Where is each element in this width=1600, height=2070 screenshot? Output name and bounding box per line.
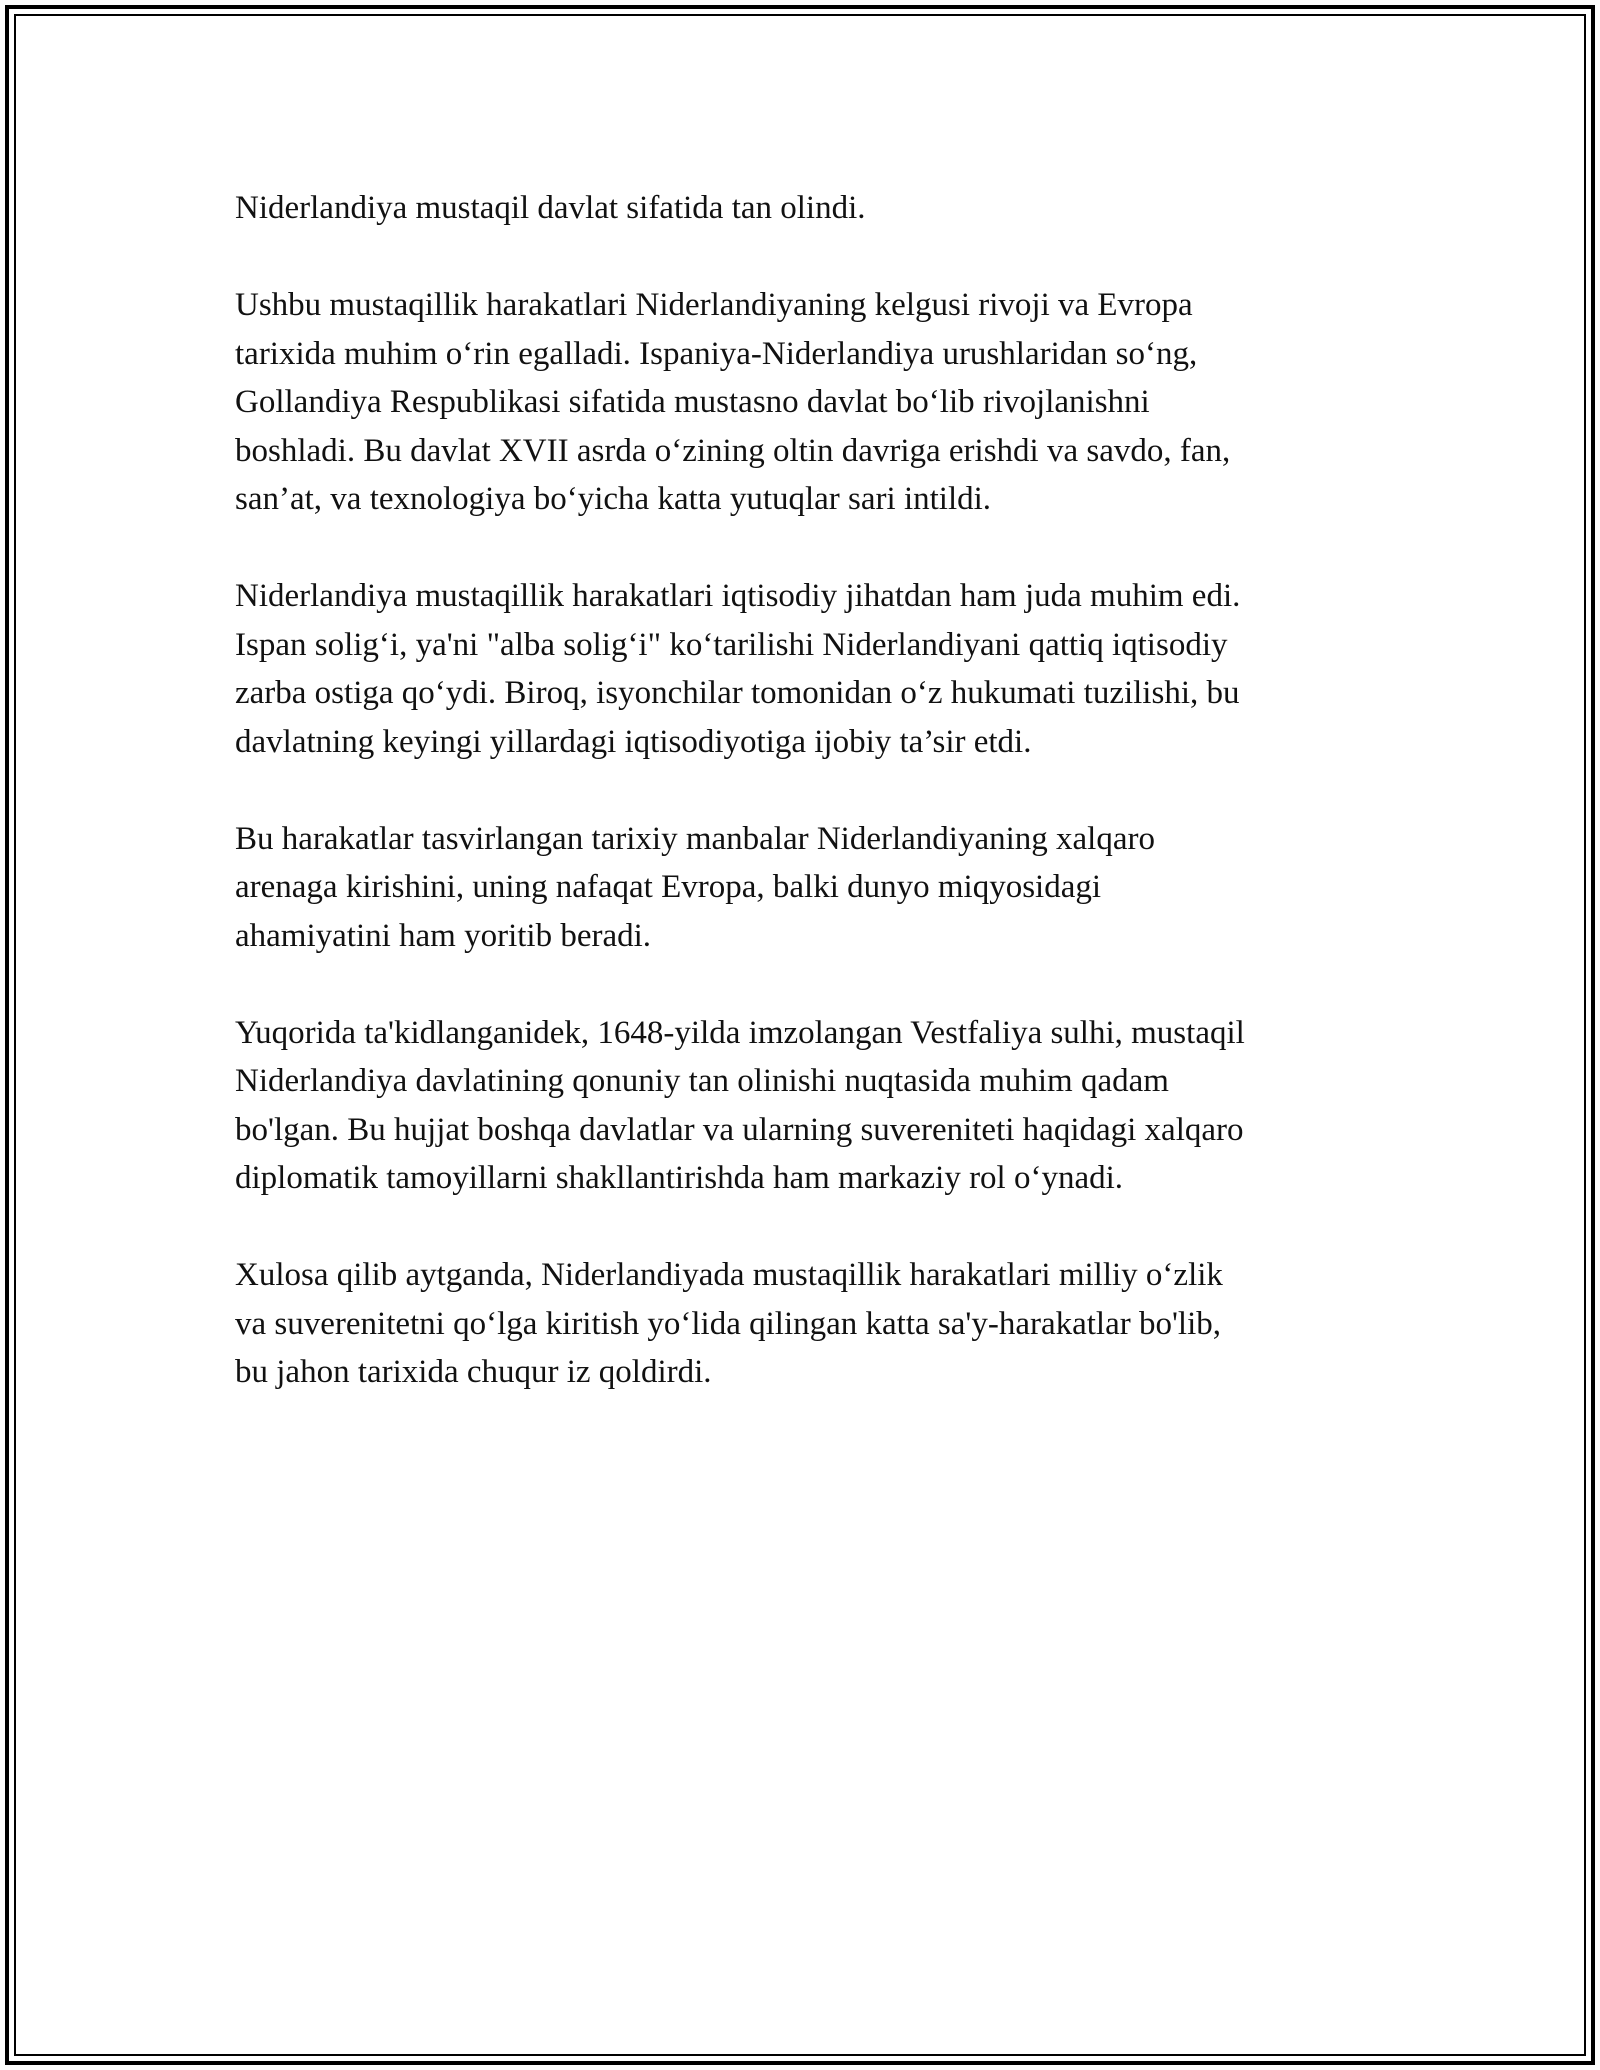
paragraph-line: Ushbu mustaqillik harakatlari Niderlandiyaning kelgusi rivoji va Evropa: [235, 287, 1193, 323]
paragraph-line: bu jahon tarixida chuqur iz qoldirdi.: [235, 1354, 712, 1390]
paragraph-line: Ispan solig‘i, ya'ni "alba solig‘i" ko‘tarilishi Niderlandiyani qattiq iqtisodiy: [235, 626, 1228, 663]
paragraph-line: Gollandiya Respublikasi sifatida mustasno davlat bo‘lib rivojlanishni: [235, 384, 1150, 420]
paragraph-line: Yuqorida ta'kidlanganidek, 1648-yilda imzolangan Vestfaliya sulhi, mustaqil: [235, 1014, 1245, 1051]
paragraph-3: [235, 572, 1375, 766]
paragraph-2: [235, 281, 1375, 524]
paragraph-1: [235, 184, 1375, 233]
paragraph-line: Bu harakatlar tasvirlangan tarixiy manbalar Niderlandiyaning xalqaro: [235, 820, 1155, 857]
paragraph-line: Niderlandiya davlatining qonuniy tan olinishi nuqtasida muhim qadam: [235, 1063, 1169, 1099]
paragraph-line: bo'lgan. Bu hujjat boshqa davlatlar va ularning suvereniteti haqidagi xalqaro: [235, 1111, 1244, 1148]
paragraph-4: [235, 815, 1375, 961]
paragraph-line: ahamiyatini ham yoritib beradi.: [235, 917, 652, 954]
paragraph-line: Xulosa qilib aytganda, Niderlandiyada mustaqillik harakatlari milliy o‘zlik: [235, 1257, 1223, 1293]
paragraph-line: boshladi. Bu davlat XVII asrda o‘zining oltin davriga erishdi va savdo, fan,: [235, 432, 1231, 469]
paragraph-line: arenaga kirishini, uning nafaqat Evropa, balki dunyo miqyosidagi: [235, 869, 1102, 905]
paragraph-line: san’at, va texnologiya bo‘yicha katta yutuqlar sari intildi.: [235, 481, 992, 517]
paragraph-line: Niderlandiya mustaqillik harakatlari iqtisodiy jihatdan ham juda muhim edi.: [235, 578, 1241, 614]
paragraph-line: Niderlandiya mustaqil davlat sifatida tan olindi.: [235, 190, 866, 226]
paragraph-6: [235, 1251, 1375, 1397]
paragraph-line: va suverenitetni qo‘lga kiritish yo‘lida qilingan katta sa'y-harakatlar bo'lib,: [235, 1305, 1222, 1342]
paragraph-line: zarba ostiga qo‘ydi. Biroq, isyonchilar tomonidan o‘z hukumati tuzilishi, bu: [235, 675, 1240, 711]
document-body: [235, 184, 1375, 1445]
paragraph-line: tarixida muhim o‘rin egalladi. Ispaniya-Niderlandiya urushlaridan so‘ng,: [235, 335, 1198, 372]
paragraph-line: diplomatik tamoyillarni shakllantirishda ham markaziy rol o‘ynadi.: [235, 1160, 1124, 1196]
paragraph-5: [235, 1009, 1375, 1203]
paragraph-line: davlatning keyingi yillardagi iqtisodiyotiga ijobiy ta’sir etdi.: [235, 723, 1032, 760]
